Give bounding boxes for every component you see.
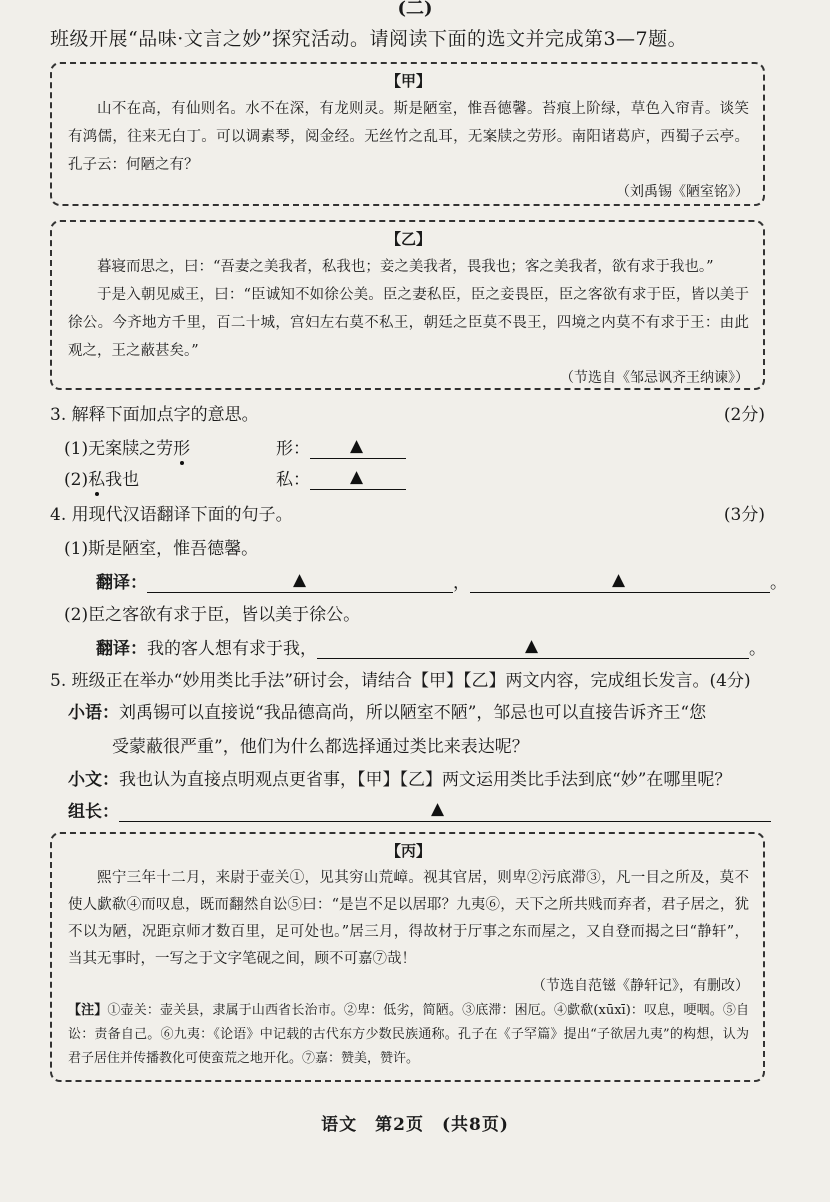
- answer-marker-icon: ▲: [350, 436, 364, 456]
- passage-jia-title: 【甲】: [385, 72, 431, 90]
- passage-yi-para2: 于是入朝见威王，曰：“臣诚知不如徐公美。臣之妻私臣，臣之妾畏臣，臣之客欲有求于臣，皆以美于徐公。今齐地方千里，百二十城，宫妇左右莫不私王，朝廷之臣莫不畏王，四境之内莫不有求于王：由此观之，王之蔽甚矣。”: [68, 287, 749, 359]
- passage-bing-text: 熙宁三年十二月，来尉于壶关①，见其穷山荒嶂。视其官居，则卑②污底滞③，凡一目之所及，莫不使人歔欷④而叹息，既而翻然自讼⑤曰：“是岂不足以居耶？九夷⑥，天下之所共贱而弃者，君子居之，犹不以为陋，况距京师才数百里，足可处也。”居三月，得故材于厅事之东而屋之，又自登而揭之曰“静轩”，当其无事时，一写之于文字笔砚之间，顾不可嘉⑦哉！: [68, 870, 749, 967]
- passage-yi-title: 【乙】: [385, 230, 431, 248]
- q5-xiaowen-row: [68, 765, 731, 790]
- q5-xiaoyu-label: 小语：: [68, 703, 119, 723]
- q3-item2-dotted-char: 私: [88, 470, 106, 490]
- q3-item2-suffix: 我也: [105, 470, 140, 490]
- q5-leader-label: 组长：: [68, 802, 119, 822]
- question-3-item-2: [64, 465, 139, 490]
- question-5-stem: [50, 666, 790, 691]
- notes-label: 【注】: [68, 1003, 108, 1018]
- question-4-points: (3分): [723, 505, 765, 525]
- q4-item2-given-text: 我的客人想有求于我，: [147, 639, 317, 659]
- answer-marker-icon: ▲: [350, 467, 364, 487]
- passage-bing-title: 【丙】: [385, 842, 431, 860]
- q3-item1-blank[interactable]: [310, 438, 406, 459]
- question-3-item-1: [64, 434, 190, 459]
- q3-item2-answer: [276, 465, 406, 490]
- question-4-stem: [50, 500, 765, 525]
- q3-item1-label: 形：: [276, 439, 310, 459]
- q4-item1-answer-row: [96, 568, 787, 593]
- passage-bing-source: （节选自范镃《静轩记》，有删改）: [532, 978, 749, 994]
- q4-item2-translate-label: 翻译：: [96, 639, 147, 659]
- q4-item1-period: 。: [770, 573, 787, 593]
- question-3-text: 3. 解释下面加点字的意思。: [50, 405, 259, 425]
- question-4-text: 4. 用现代汉语翻译下面的句子。: [50, 505, 293, 525]
- q5-leader-row: [68, 797, 771, 822]
- q5-xiaoyu-row-1: [68, 698, 706, 723]
- passage-yi-box: [50, 220, 765, 390]
- question-5-text: 5. 班级正在举办“妙用类比手法”研讨会，请结合【甲】【乙】两文内容，完成组长发言。(4分): [50, 671, 751, 691]
- answer-marker-icon: ▲: [431, 799, 445, 819]
- passage-jia-box: [50, 62, 765, 206]
- passage-jia-source: （刘禹锡《陋室铭》）: [616, 184, 749, 200]
- passage-bing-box: [50, 832, 765, 1082]
- passage-yi-source: （节选自《邹忌讽齐王纳谏》）: [560, 370, 749, 386]
- q3-item1-dotted-char: 形: [173, 439, 191, 459]
- q3-item2-label: 私：: [276, 470, 310, 490]
- q5-xiaowen-label: 小文：: [68, 770, 119, 790]
- question-3-points: (2分): [723, 405, 765, 425]
- q3-item2-prefix: (2): [64, 470, 89, 490]
- q5-xiaoyu-line1: 刘禹锡可以直接说“我品德高尚，所以陋室不陋”，邹忌也可以直接告诉齐王“您: [119, 703, 707, 723]
- q4-item2-blank[interactable]: [317, 638, 749, 659]
- passage-bing-notes: [68, 999, 749, 1071]
- answer-marker-icon: ▲: [293, 570, 307, 590]
- activity-intro: 班级开展“品味·文言之妙”探究活动。请阅读下面的选文并完成第3—7题。: [50, 28, 688, 50]
- q3-item1-prefix: (1)无案牍之劳: [64, 439, 174, 459]
- answer-marker-icon: ▲: [612, 570, 626, 590]
- passage-yi-para1: 暮寝而思之，曰：“吾妻之美我者，私我也；妾之美我者，畏我也；客之美我者，欲有求于我也。”: [97, 259, 714, 275]
- q4-item2-answer-row: [96, 634, 766, 659]
- section-label: (二): [397, 0, 433, 19]
- q5-leader-blank[interactable]: [119, 801, 771, 822]
- q4-item1-comma: ，: [453, 573, 470, 593]
- answer-marker-icon: ▲: [525, 636, 539, 656]
- q4-item1-blank-a[interactable]: [147, 572, 453, 593]
- q4-item2-period: 。: [749, 639, 766, 659]
- q5-xiaoyu-line2: 受蒙蔽很严重”，他们为什么都选择通过类比来表达呢？: [112, 737, 529, 757]
- page-footer: 语文 第2页 (共8页): [321, 1115, 509, 1135]
- passage-jia-text: 山不在高，有仙则名。水不在深，有龙则灵。斯是陋室，惟吾德馨。苔痕上阶绿，草色入帘青。谈笑有鸿儒，往来无白丁。可以调素琴，阅金经。无丝竹之乱耳，无案牍之劳形。南阳诸葛庐，西蜀子云亭。孔子云：何陋之有？: [68, 101, 749, 173]
- q4-item1-blank-b[interactable]: [470, 572, 770, 593]
- question-4-item-2: (2)臣之客欲有求于臣，皆以美于徐公。: [64, 605, 361, 625]
- q3-item1-answer: [276, 434, 406, 459]
- q4-item1-translate-label: 翻译：: [96, 573, 147, 593]
- question-3-stem: [50, 400, 765, 425]
- question-4-item-1: (1)斯是陋室，惟吾德馨。: [64, 539, 259, 559]
- notes-text: ①壶关：壶关县，隶属于山西省长治市。②卑：低劣，简陋。③底滞：困厄。④歔欷(xūxī)：叹息，哽咽。⑤自讼：责备自己。⑥九夷：《论语》中记载的古代东方少数民族通称。孔子在《子罕篇》提出“子欲居九夷”的构想，认为君子居住并传播教化可使蛮荒之地开化。⑦嘉：赞美，赞许。: [68, 1003, 749, 1066]
- q3-item2-blank[interactable]: [310, 469, 406, 490]
- q5-xiaowen-text: 我也认为直接点明观点更省事，【甲】【乙】两文运用类比手法到底“妙”在哪里呢？: [119, 770, 732, 790]
